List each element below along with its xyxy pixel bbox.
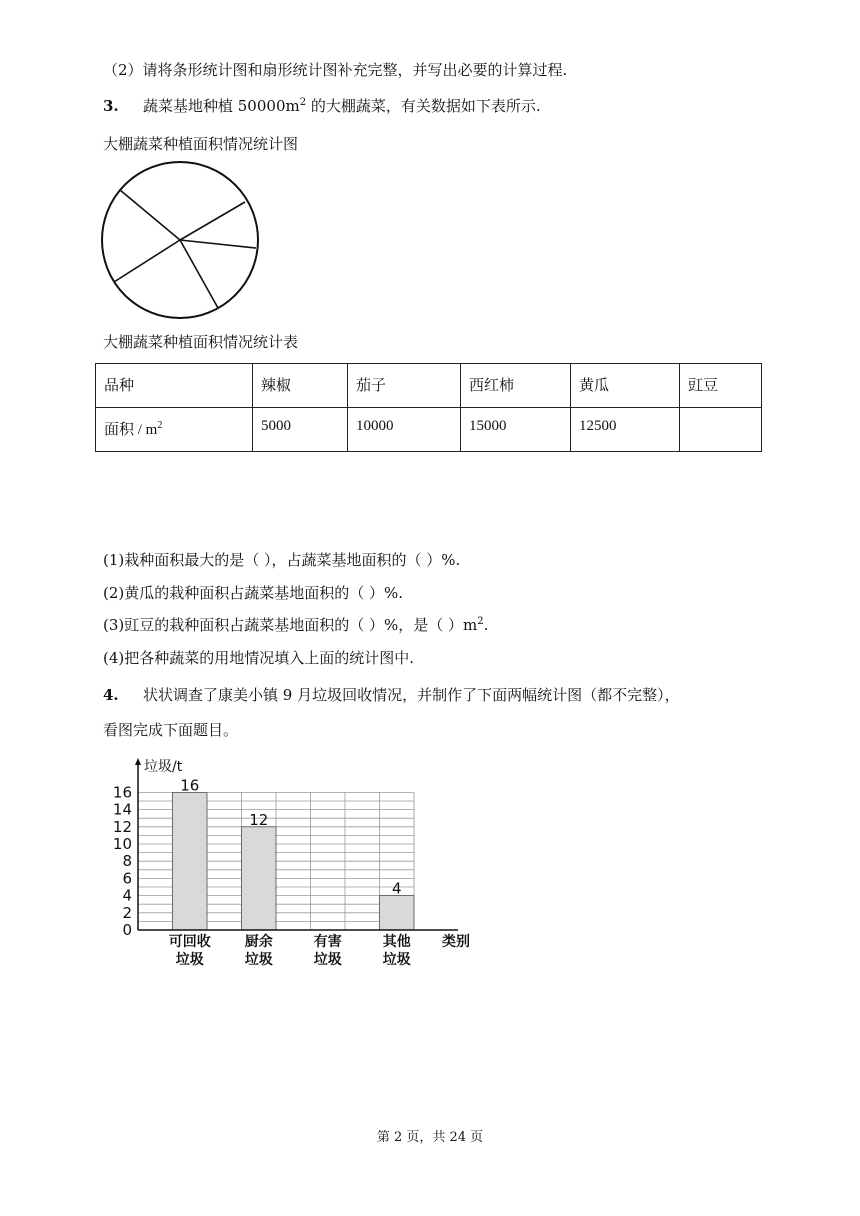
y-tick-label: 10 (112, 835, 132, 853)
category-label: 垃圾 (175, 952, 204, 968)
y-tick-label: 12 (112, 817, 132, 836)
page-footer: 第 2 页，共 24 页 (376, 1130, 484, 1145)
x-axis-label: 类别 (442, 934, 470, 950)
table-cell (680, 408, 762, 452)
category-label: 其他 (382, 934, 411, 950)
table-cell: 12500 (571, 408, 680, 452)
y-axis-arrow (135, 758, 141, 765)
bar (242, 827, 277, 930)
q4-text-1: 状状调查了康美小镇 9 月垃圾回收情况，并制作了下面两幅统计图（都不完整）， (143, 686, 680, 704)
pie-divider-3 (180, 240, 256, 248)
table-cell: 豇豆 (680, 364, 762, 408)
row-label-text: 面积 / m (104, 422, 158, 438)
q4-stem (103, 684, 680, 705)
bar-data-label: 12 (249, 810, 269, 829)
category-label: 有害 (313, 934, 342, 950)
vegetable-table (95, 363, 762, 452)
table-cell: 5000 (253, 408, 348, 452)
y-tick-label: 14 (112, 800, 132, 819)
bar-data-label: 4 (391, 879, 402, 898)
y-tick-label: 6 (122, 869, 132, 888)
y-tick-label: 16 (112, 783, 132, 802)
category-label: 可回收 (168, 934, 211, 950)
q3-item-4: (4)把各种蔬菜的用地情况填入上面的统计图中. (103, 649, 415, 667)
q4-stem-cont: 看图完成下面题目。 (103, 721, 239, 739)
category-label: 垃圾 (382, 952, 411, 968)
q3-item-3-text: (3)豇豆的栽种面积占蔬菜基地面积的（ ）%，是（ ）m (103, 616, 478, 634)
bar (173, 792, 208, 930)
q3-text-b: 的大棚蔬菜，有关数据如下表所示. (306, 97, 541, 115)
category-label: 垃圾 (313, 952, 342, 968)
pie-title: 大棚蔬菜种植面积情况统计图 (103, 135, 299, 153)
table-row (96, 408, 762, 452)
q3-item-3 (103, 614, 488, 635)
y-axis-label: 垃圾/t (144, 759, 183, 775)
q3-item-1: (1)栽种面积最大的是（ ），占蔬菜基地面积的（ ）%. (103, 551, 461, 569)
q2-subquestion: （2）请将条形统计图和扇形统计图补充完整，并写出必要的计算过程. (103, 61, 568, 79)
table-cell: 辣椒 (253, 364, 348, 408)
q3-text-sup: 2 (299, 97, 307, 108)
q3-item-2: (2)黄瓜的栽种面积占蔬菜基地面积的（ ）%. (103, 584, 404, 602)
y-tick-label: 8 (122, 852, 132, 871)
table-row-label (96, 408, 253, 452)
row-label-sup: 2 (157, 420, 163, 431)
pie-divider-1 (120, 190, 180, 240)
table-cell: 西红柿 (461, 364, 571, 408)
garbage-bar-chart (100, 755, 480, 975)
table-cell: 10000 (348, 408, 461, 452)
pie-divider-2 (180, 202, 245, 240)
category-label: 垃圾 (244, 952, 273, 968)
bar (380, 896, 415, 930)
pie-divider-4 (180, 240, 218, 308)
q4-number: 4. (103, 686, 119, 704)
y-tick-label: 0 (122, 921, 132, 939)
q3-number: 3. (103, 97, 119, 115)
q3-stem (103, 95, 541, 116)
table-cell: 品种 (96, 364, 253, 408)
table-cell: 茄子 (348, 364, 461, 408)
y-tick-label: 4 (122, 886, 132, 905)
table-title: 大棚蔬菜种植面积情况统计表 (103, 333, 299, 351)
q3-text-a: 蔬菜基地种植 50000m (143, 97, 300, 115)
table-cell: 15000 (461, 408, 571, 452)
y-tick-label: 2 (122, 903, 132, 922)
pie-divider-5 (114, 240, 180, 282)
pie-chart (100, 160, 264, 324)
bar-data-label: 16 (180, 776, 200, 795)
q3-item-3-sup: 2 (477, 616, 484, 627)
table-cell: 黄瓜 (571, 364, 680, 408)
q3-item-3-end: . (483, 616, 489, 634)
table-header-row (96, 364, 762, 408)
category-label: 厨余 (244, 934, 273, 950)
